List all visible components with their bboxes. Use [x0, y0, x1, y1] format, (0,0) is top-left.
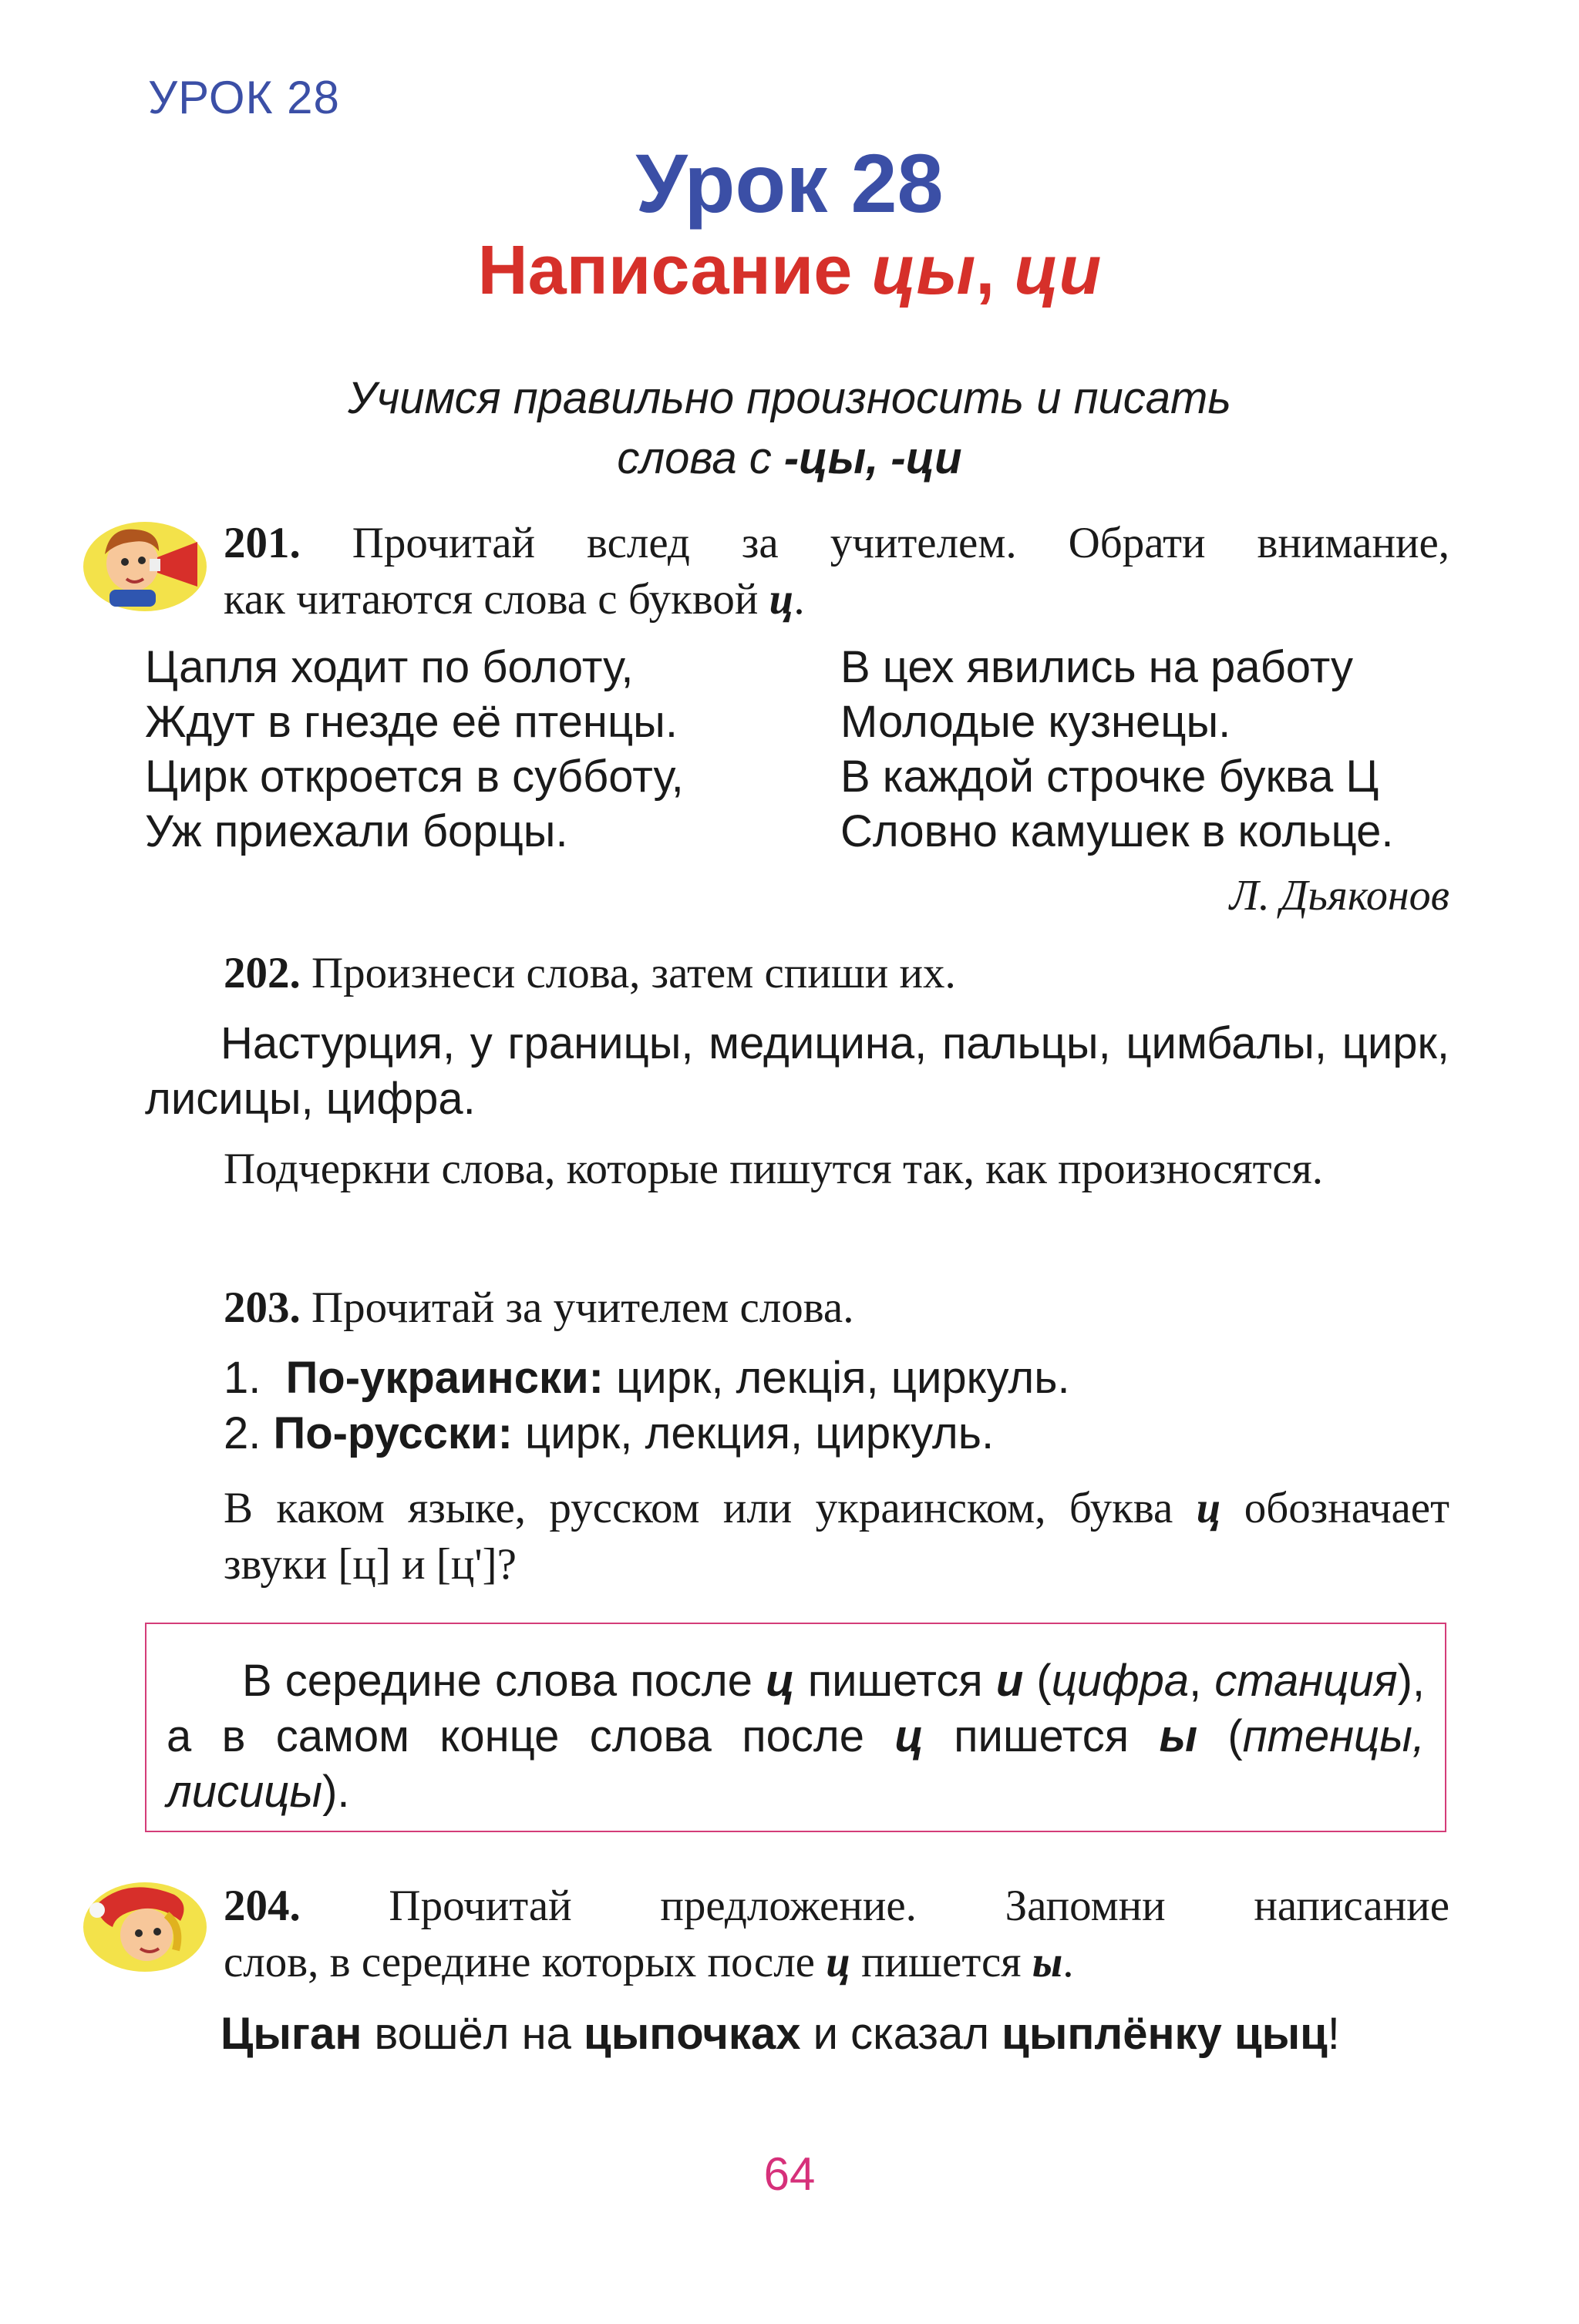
rule-text: ).: [322, 1767, 350, 1817]
task-202-underline-instruction: Подчеркни слова, которые пишутся так, как произносятся.: [224, 1145, 1323, 1193]
task-204-line-2-mid: пишется: [850, 1938, 1032, 1986]
rule-example: цифра: [1051, 1656, 1190, 1706]
rule-text: (: [1197, 1711, 1243, 1761]
poem-line: Молодые кузнецы.: [840, 697, 1231, 747]
lesson-title: Урок 28: [635, 136, 944, 230]
punctuation: .: [1062, 1938, 1074, 1986]
topic-prefix: Написание: [477, 232, 872, 309]
letter-y: ы: [1032, 1938, 1063, 1986]
rule-letter: ц: [894, 1711, 924, 1761]
poem-line: Цирк откроется в субботу,: [145, 752, 684, 802]
page-number: 64: [763, 2148, 816, 2200]
boy-megaphone-icon: [82, 513, 208, 613]
poem-line: Цапля ходит по болоту,: [145, 642, 634, 692]
rule-text: пишется: [794, 1656, 996, 1706]
rule-letter: ы: [1159, 1711, 1197, 1761]
subtitle-line-1: Учимся правильно произносить и писать: [348, 373, 1231, 423]
poem-line: В каждой строчке буква Ц: [840, 752, 1379, 802]
sentence-text: и сказал: [800, 2009, 1002, 2059]
language-label: По-русски:: [273, 1408, 513, 1458]
highlight-word: Цыган: [221, 2009, 362, 2059]
poem-right-stanza: [840, 640, 1394, 859]
rule-text: пишется: [923, 1711, 1160, 1761]
rule-text: (: [1023, 1656, 1052, 1706]
rule-letter: ц: [766, 1656, 795, 1706]
rule-letter: и: [995, 1656, 1024, 1706]
language-label: По-украински:: [285, 1353, 604, 1403]
subtitle-line-2: [0, 429, 1579, 489]
lesson-subtitle: [0, 368, 1579, 489]
poem-line: Словно камушек в кольце.: [840, 806, 1394, 856]
list-words: цирк, лекция, циркуль.: [525, 1408, 995, 1458]
subtitle-endings: -цы, -ци: [783, 433, 962, 483]
task-202-instruction: [224, 945, 1449, 1001]
question-text: В каком языке, русском или украинском, буква: [224, 1484, 1197, 1532]
highlight-word: цыплёнку: [1002, 2009, 1222, 2059]
poem-line: Ждут в гнезде её птенцы.: [145, 697, 678, 747]
task-204-instruction-cont: [224, 1934, 1449, 1990]
task-203-text: Прочитай за учителем слова.: [311, 1283, 854, 1332]
topic-cy: цы: [871, 232, 976, 309]
task-201-instruction-cont: [224, 571, 1449, 627]
list-item: [224, 1350, 1449, 1406]
question-text-end: обозначает звуки [ц] и [ц']?: [224, 1484, 1449, 1589]
task-number: 202.: [224, 949, 301, 997]
topic-separator: ,: [975, 232, 1015, 309]
list-number: 2.: [224, 1408, 261, 1458]
task-201-line-2: как читаются слова с буквой: [224, 575, 769, 624]
girl-red-hat-icon: [82, 1873, 208, 1973]
task-number: 203.: [224, 1283, 301, 1332]
task-204-line-2: слов, в середине которых после: [224, 1938, 827, 1986]
task-204-sentence: [145, 2006, 1449, 2062]
lesson-topic: [0, 231, 1579, 311]
letter-ts: ц: [1196, 1484, 1221, 1532]
task-201-line-1: Прочитай вслед за учителем. Обрати внимание,: [352, 519, 1449, 567]
sentence-text: вошёл на: [362, 2009, 584, 2059]
poem-line: Уж приехали борцы.: [145, 806, 568, 856]
poem-author: Л. Дьяконов: [1229, 872, 1449, 920]
task-204-line-1: Прочитай предложение. Запомни написание: [389, 1882, 1449, 1930]
rule-example: станция: [1214, 1656, 1398, 1706]
task-202-text: Произнеси слова, затем спиши их.: [311, 949, 956, 997]
punctuation: !: [1327, 2009, 1340, 2059]
task-number: 201.: [224, 519, 301, 567]
running-header: УРОК 28: [148, 72, 340, 123]
list-words: цирк, лекція, циркуль.: [616, 1353, 1070, 1403]
letter-ts: ц: [826, 1938, 850, 1986]
highlight-word: цыпочках: [584, 2009, 801, 2059]
topic-ci: ци: [1014, 232, 1102, 309]
task-number: 204.: [224, 1882, 301, 1930]
task-201-instruction: [224, 515, 1449, 571]
rule-text: В середине слова после: [242, 1656, 766, 1706]
task-203-list: [224, 1350, 1449, 1461]
task-203-question: [224, 1480, 1449, 1592]
task-203-instruction: [224, 1280, 1449, 1336]
highlight-word: цыц: [1234, 2009, 1328, 2059]
rule-text: ,: [1189, 1656, 1215, 1706]
rule-example: птенцы, лисицы: [167, 1711, 1426, 1817]
punctuation: .: [793, 575, 805, 624]
subtitle-prefix: слова с: [617, 433, 784, 483]
list-number: 1.: [224, 1353, 261, 1403]
list-item: [224, 1406, 1449, 1461]
poem-left-stanza: [145, 640, 684, 859]
task-202-words: Настурция, у границы, медицина, пальцы, цимбалы, цирк, лисицы, цифра.: [145, 1018, 1449, 1124]
rule-box: [145, 1623, 1446, 1832]
task-204-instruction: [224, 1878, 1449, 1934]
rule-text: ), а в самом конце слова после: [167, 1656, 1425, 1761]
letter-ts: ц: [769, 575, 794, 624]
poem-line: В цех явились на работу: [840, 642, 1353, 692]
